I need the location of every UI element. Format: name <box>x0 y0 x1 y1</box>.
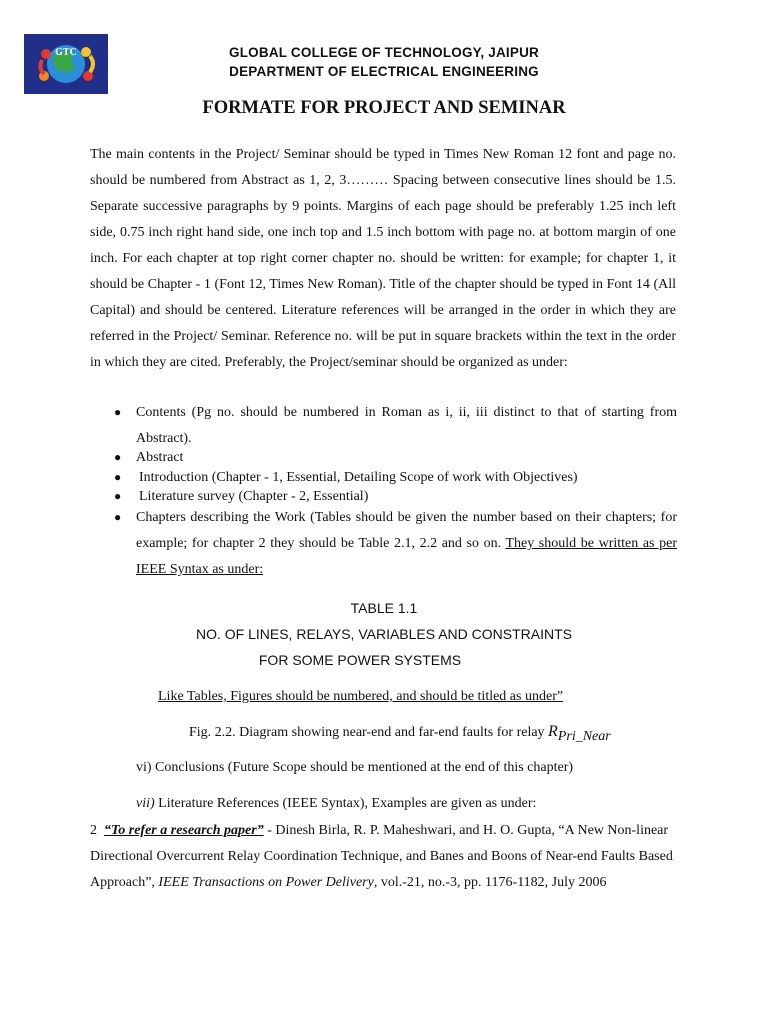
table-caption-title-line2: FOR SOME POWER SYSTEMS <box>258 652 462 668</box>
bullet-icon: ● <box>114 510 122 524</box>
references-heading-text: Literature References (IEEE Syntax), Examples are given as under: <box>158 796 537 811</box>
chapters-text: Chapters describing the Work (Tables should be given the number based on their chapters; for example; for chapter 2 they should be Table 2.1, 2.2 and so on. <box>136 510 677 551</box>
list-item: Literature survey (Chapter - 2, Essential) <box>139 489 369 504</box>
reference-authors: - Dinesh Birla, R. P. Maheshwari, and H. O. Gupta, “A New Non-linear Directional Overcurrent Relay Coordination Technique, and Banes and Boons of Near-end Faults Based Approach”, <box>90 823 673 890</box>
reference-details: , vol.-21, no.-3, pp. 1176-1182, July 2006 <box>373 875 607 890</box>
figure-caption <box>189 723 611 745</box>
relay-subscript: Pri_Near <box>557 728 611 744</box>
list-item: Abstract <box>136 450 184 465</box>
figures-note: Like Tables, Figures should be numbered, and should be titled as under” <box>158 689 564 704</box>
bullet-icon: ● <box>114 470 122 484</box>
intro-paragraph: The main contents in the Project/ Seminar should be typed in Times New Roman 12 font and page no. should be numbered from Abstract as 1, 2, 3……… Spacing between consecutive lines should be 1.5. Separate successive paragraphs by 9 points. Margins of each page should be preferably 1.25 inch left side, 0.75 inch right hand side, one inch top and 1.5 inch bottom with page no. at bottom margin of one inch. For each chapter at top right corner chapter no. should be written: for example; for chapter 1, it should be Chapter - 1 (Font 12, Times New Roman). Title of the chapter should be typed in Font 14 (All Capital) and should be centered. Literature references will be arranged in the order in which they are referred in the Project/ Seminar. Reference no. will be put in square brackets within the text in the order in which they are cited. Preferably, the Project/seminar should be organized as under: <box>90 147 676 370</box>
relay-symbol: R <box>548 723 558 740</box>
list-item-chapters <box>136 505 677 583</box>
reference-entry <box>90 818 676 896</box>
logo-text: GTC <box>55 47 77 58</box>
chapters-underlined-text: They should be written as per IEEE Syntax as under: <box>136 536 677 577</box>
department-name: DEPARTMENT OF ELECTRICAL ENGINEERING <box>229 64 539 79</box>
list-item: Introduction (Chapter - 1, Essential, Detailing Scope of work with Objectives) <box>139 470 578 485</box>
bullet-icon: ● <box>114 489 122 503</box>
reference-number: 2 <box>90 823 97 838</box>
reference-label: “To refer a research paper” <box>104 823 264 838</box>
table-caption-title-line1: NO. OF LINES, RELAYS, VARIABLES AND CONSTRAINTS <box>195 626 573 642</box>
reference-journal: IEEE Transactions on Power Delivery <box>158 875 374 890</box>
references-heading <box>136 796 536 812</box>
college-name: GLOBAL COLLEGE OF TECHNOLOGY, JAIPUR <box>229 45 539 60</box>
table-caption-number: TABLE 1.1 <box>350 600 418 616</box>
bullet-icon: ● <box>114 450 122 464</box>
references-number: vii) <box>136 796 155 811</box>
conclusions-item: vi) Conclusions (Future Scope should be mentioned at the end of this chapter) <box>136 760 574 775</box>
page-title: FORMATE FOR PROJECT AND SEMINAR <box>202 98 566 118</box>
figure-caption-text: Fig. 2.2. Diagram showing near-end and far-end faults for relay <box>189 725 545 740</box>
bullet-icon: ● <box>114 405 122 419</box>
list-item: Contents (Pg no. should be numbered in Roman as i, ii, iii distinct to that of starting from Abstract). <box>136 405 677 446</box>
